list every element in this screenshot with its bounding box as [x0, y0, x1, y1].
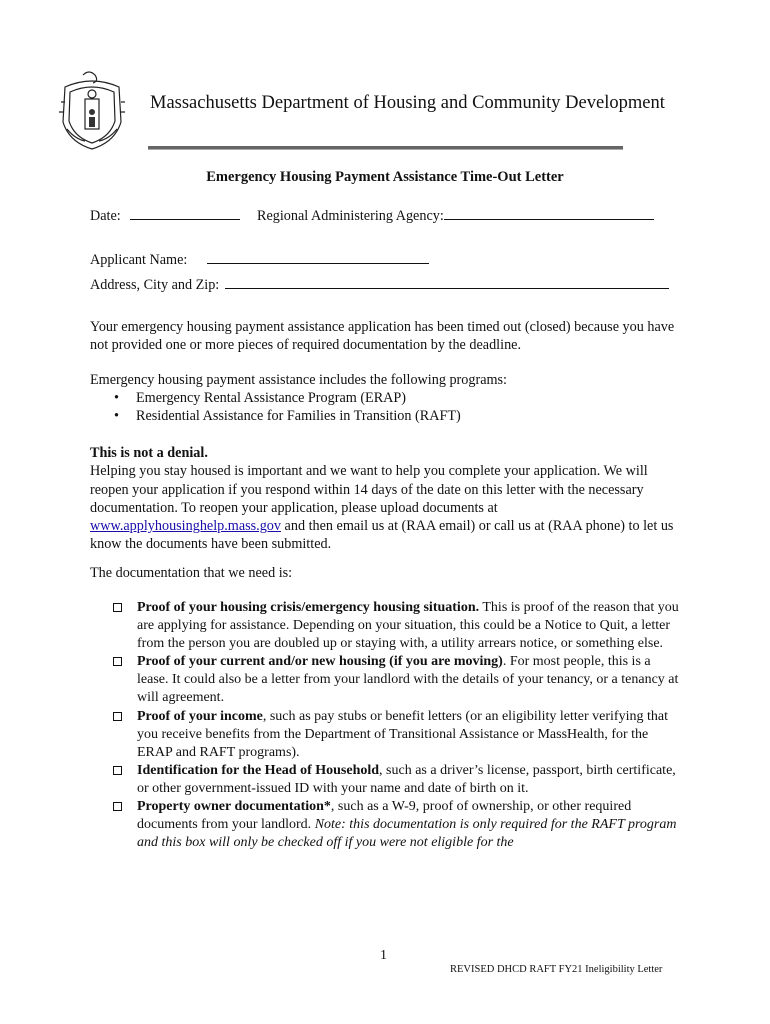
checklist-item-text: , such as a W-9, proof of ownership, or other required documents from your landlord.: [137, 799, 632, 833]
date-blank[interactable]: [130, 205, 240, 220]
checkbox[interactable]: [113, 712, 122, 721]
checklist-item: [110, 798, 680, 852]
agency-label: Regional Administering Agency:: [257, 208, 444, 224]
checklist-item: [110, 762, 680, 798]
massachusetts-seal-icon: [55, 67, 129, 153]
checklist-item-text: . For most people, this is a lease. It could also be a letter from your landlord with the details of your tenancy, or a tenancy at will agreement.: [137, 654, 679, 706]
checklist-item-text: , such as pay stubs or benefit letters (or an eligibility letter verifying that you receive benefits from the Department of Transitional Assistance or MassHealth, for the ERAP and RAFT programs).: [137, 708, 668, 760]
checklist-item-title: Proof of your housing crisis/emergency housing situation.: [137, 600, 480, 615]
date-field-row: [90, 205, 240, 225]
checkbox[interactable]: [113, 657, 122, 666]
checklist-item: [110, 708, 680, 762]
applicant-blank[interactable]: [207, 249, 429, 264]
not-denial-text-start: Helping you stay housed is important and we want to help you complete your application. We will reopen your application if you respond within 14 days of the date on this letter with the necessary documentation. To reopen your application, please upload documents at: [90, 463, 648, 516]
not-denial-text-end: and then email us at (RAA email) or call us at (RAA phone) to let us know the documents have been submitted.: [90, 518, 674, 553]
revision-label: REVISED DHCD RAFT FY21 Ineligibility Letter: [450, 964, 663, 975]
address-label: Address, City and Zip:: [90, 277, 220, 293]
applicant-label: Applicant Name:: [90, 252, 188, 268]
apply-housing-help-link[interactable]: www.applyhousinghelp.mass.gov: [90, 518, 281, 535]
list-item: • Emergency Rental Assistance Program (ERAP): [112, 389, 461, 407]
documentation-checklist: [110, 599, 680, 852]
programs-list: [112, 389, 461, 426]
page-number: 1: [380, 948, 387, 963]
checklist-item-text: , such as a driver’s license, passport, birth certificate, or other government-issued ID with your name and date of birth on it.: [137, 762, 676, 796]
intro-text: Your emergency housing payment assistance application has been timed out (closed) because you have not provided one or more pieces of required documentation by the deadline.: [90, 319, 675, 354]
checklist-item-title: Proof of your current and/or new housing (if you are moving): [137, 654, 503, 670]
checkbox[interactable]: [113, 603, 122, 612]
checkbox[interactable]: [113, 766, 122, 775]
list-item: • Residential Assistance for Families in Transition (RAFT): [112, 407, 461, 425]
checklist-item-title: Property owner documentation*: [137, 799, 331, 815]
letter-title: Emergency Housing Payment Assistance Time-Out Letter: [206, 169, 564, 185]
address-blank[interactable]: [225, 274, 669, 289]
not-denial-heading: This is not a denial.: [90, 445, 208, 461]
date-label: Date:: [90, 208, 121, 224]
documentation-lead-text: The documentation that we need is:: [90, 565, 293, 581]
agency-field-row: [257, 205, 654, 225]
organization-name: Massachusetts Department of Housing and Community Development: [150, 93, 665, 113]
checklist-item-note: Note: this documentation is only required for the RAFT program and this box will only be checked off if you were not eligible for the: [137, 817, 677, 851]
agency-blank[interactable]: [444, 205, 654, 220]
checkbox[interactable]: [113, 802, 122, 811]
address-field-row: [90, 274, 669, 294]
applicant-field-row: [90, 249, 429, 269]
checklist-item-title: Identification for the Head of Household: [137, 762, 380, 778]
programs-lead-text: Emergency housing payment assistance includes the following programs:: [90, 372, 507, 388]
checklist-item: [110, 599, 680, 653]
programs-lead: [90, 371, 680, 389]
header-divider: [148, 146, 623, 149]
not-denial-section: [90, 444, 680, 554]
not-denial-text: [90, 462, 680, 553]
documentation-lead: [90, 564, 680, 582]
checklist-item-title: Proof of your income: [137, 708, 263, 724]
checklist-item-text: This is proof of the reason that you are applying for assistance. Depending on your situation, this could be a Notice to Quit, a letter from the person you are doubled up or staying with, a utility arrears notice, or something else.: [137, 600, 679, 652]
intro-paragraph: [90, 318, 680, 355]
checklist-item: [110, 653, 680, 707]
